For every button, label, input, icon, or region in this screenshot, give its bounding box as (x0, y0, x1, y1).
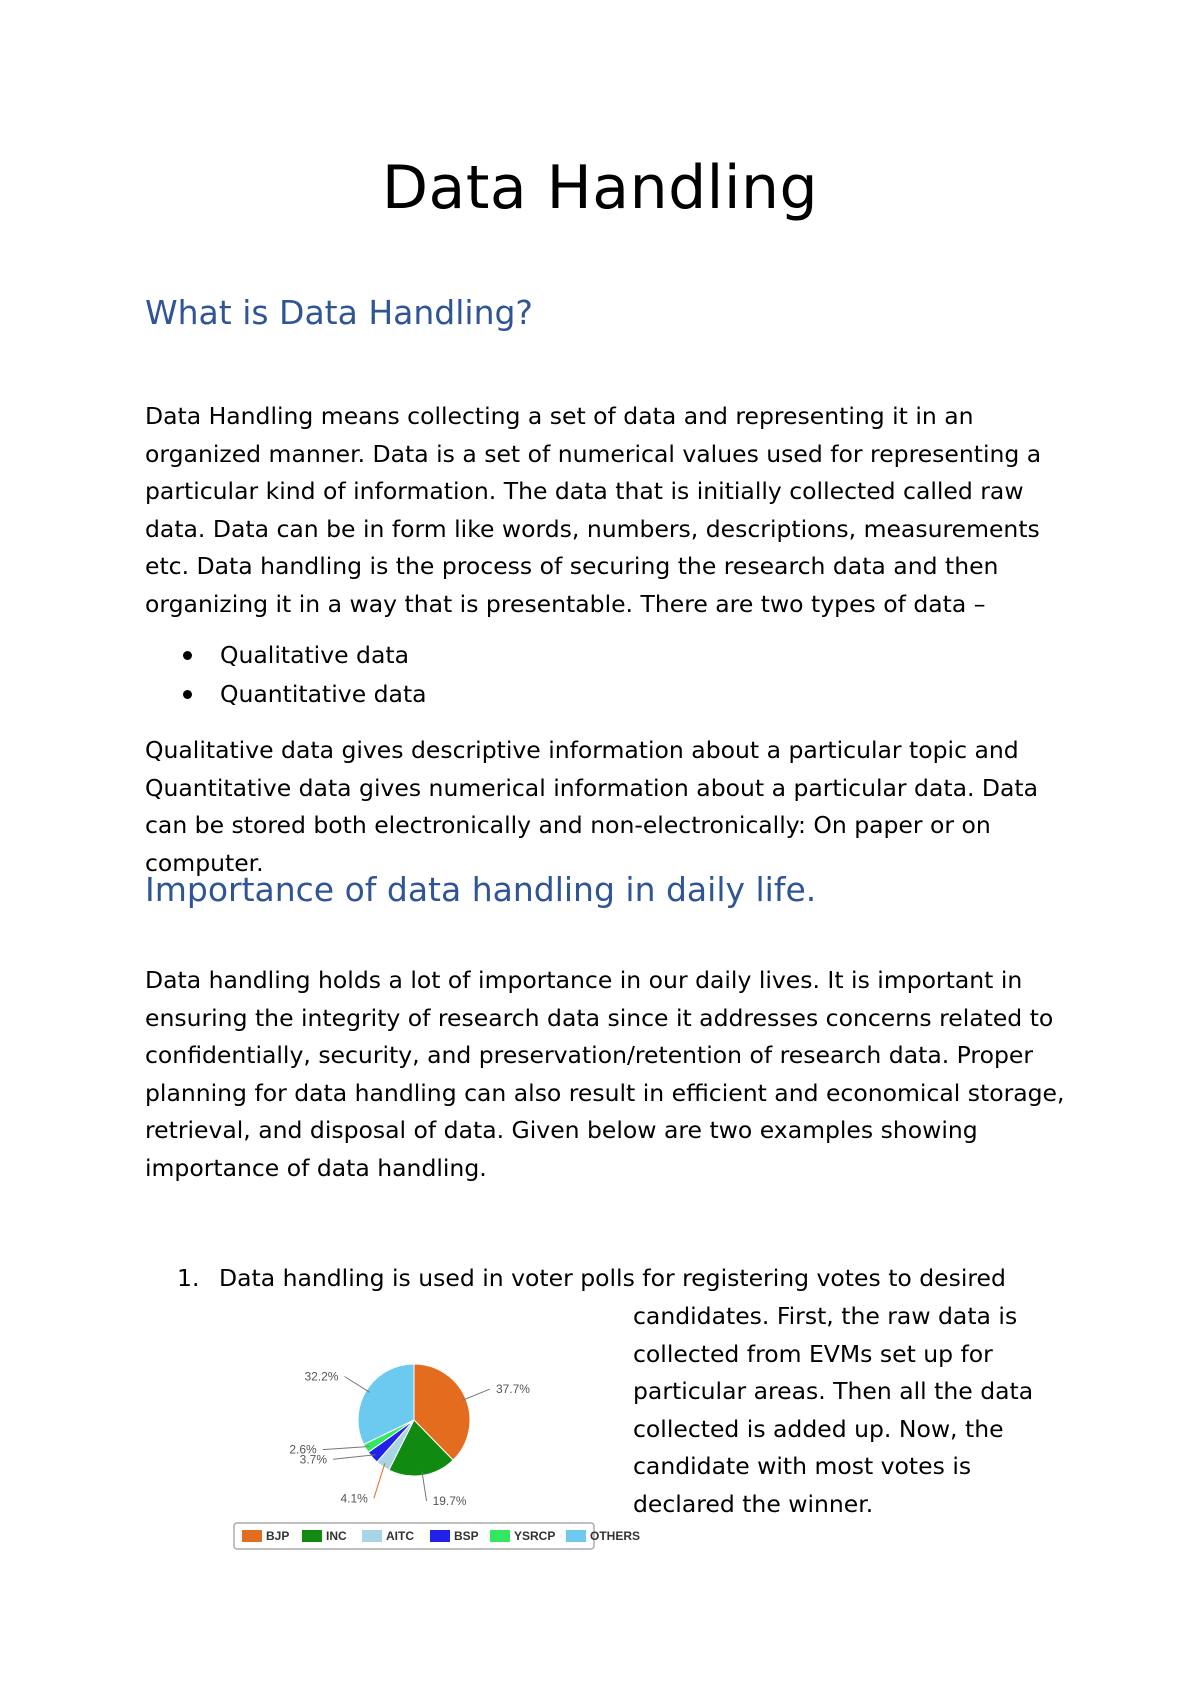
list-item (145, 636, 427, 675)
leader-line (374, 1463, 385, 1498)
leader-line (323, 1446, 370, 1449)
leader-line (333, 1455, 375, 1460)
slice-value-label: 19.7% (432, 1494, 467, 1509)
legend-swatch (302, 1530, 322, 1542)
legend-label: BSP (454, 1529, 479, 1543)
slice-value-label: 3.7% (299, 1452, 328, 1467)
list-number: 1. (177, 1264, 200, 1292)
slice-value-label: 4.1% (340, 1491, 368, 1506)
legend-swatch (490, 1530, 510, 1542)
legend-swatch (242, 1530, 262, 1542)
bullet-icon (183, 651, 192, 660)
continuation-line: collected from EVMs set up for (633, 1339, 993, 1368)
continuation-line: collected is added up. Now, the (633, 1414, 1004, 1443)
list-item (145, 675, 427, 714)
legend-label: AITC (386, 1529, 414, 1543)
document-title: Data Handling (381, 153, 819, 223)
continuation-line: particular areas. Then all the data (633, 1377, 1034, 1405)
legend-swatch (430, 1530, 450, 1542)
continuation-line: candidate with most votes is (633, 1452, 972, 1480)
legend-swatch (362, 1530, 382, 1542)
slice-value-label: 32.2% (304, 1369, 339, 1384)
leader-line (422, 1471, 427, 1501)
legend-label: INC (326, 1529, 347, 1543)
bullet-icon (183, 690, 192, 699)
data-types-list (145, 636, 427, 714)
numbered-item-1 (177, 1260, 1006, 1298)
heading-importance: Importance of data handling in daily life. (145, 870, 817, 909)
legend-label: YSRCP (514, 1529, 556, 1543)
continuation-line: candidates. First, the raw data is (633, 1302, 1018, 1330)
leader-line (462, 1389, 490, 1400)
example-continuation (633, 1298, 1063, 1523)
paragraph-definition: Data Handling means collecting a set of data and representing it in an organized manner. Data is a set of numerical values used for representing a particular kind of information. The data that is initially collected called raw data. Data can be in form like words, numbers, descriptions, measurements etc. Data handling is the process of securing the research data and then organizing it in a way that is presentable. There are two types of data – (145, 402, 1042, 618)
leader-line (344, 1376, 369, 1392)
slice-value-label: 37.7% (495, 1382, 530, 1397)
heading-what-is-data-handling: What is Data Handling? (145, 293, 533, 332)
legend-swatch (566, 1530, 586, 1542)
numbered-item-text: Data handling is used in voter polls for registering votes to desired (219, 1264, 1006, 1292)
legend-label: OTHERS (590, 1529, 641, 1543)
slice-value-label: 2.6% (289, 1442, 317, 1457)
paragraph-importance: Data handling holds a lot of importance in our daily lives. It is important in ensuring the integrity of research data since it addresses concerns related to confidentially, security, and preservation/retention of research data. Proper planning for data handling can also result in efficient and economical storage, retrieval, and disposal of data. Given below are two examples showing importance of data handling. (145, 966, 1065, 1182)
legend-label: BJP (266, 1529, 290, 1543)
continuation-line: declared the winner. (633, 1489, 874, 1518)
vote-share-pie-chart (228, 1325, 641, 1555)
list-item-label: Qualitative data (220, 641, 409, 669)
list-item-label: Quantitative data (220, 680, 427, 708)
paragraph-data-types: Qualitative data gives descriptive information about a particular topic and Quantitative data gives numerical information about a particular data. Data can be stored both electronically and non-electronically: On paper or on computer. (145, 736, 1039, 877)
